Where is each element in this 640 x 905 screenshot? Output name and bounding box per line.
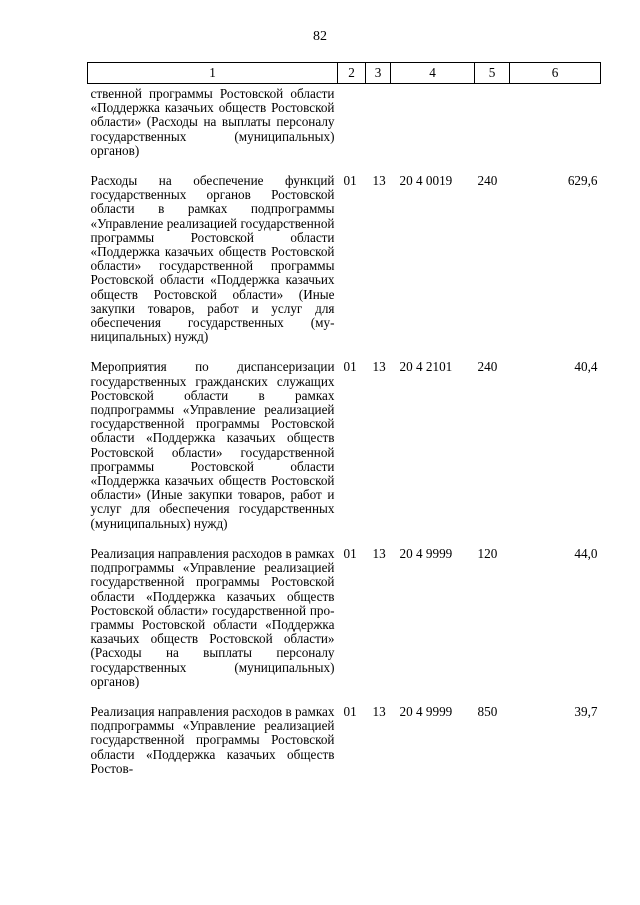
header-col-3: 3 (366, 63, 391, 84)
row-description: Мероприятия по диспансеризации государственных гражданских служащих Ростовской области в рамках подпрограммы «Управление реализацией государственной программы Ростовской области «Поддержка казачьих обществ Ростовской области» государственной программы Ростовской области «Поддержка казачьих обществ Ростовской области» (Иные закупки товаров, работ и услуг для обеспечения государственных (муниципальных) нужд) (90, 359, 335, 531)
row-amount: 44,0 (574, 545, 598, 561)
row-col4 (391, 84, 475, 172)
header-col-5: 5 (475, 63, 510, 84)
page-number: 82 (313, 29, 327, 44)
row-col2: 01 (343, 359, 357, 375)
table-row (88, 702, 601, 789)
table-row (88, 544, 601, 702)
row-description: Реализация направления расходов в рамках подпрограммы «Управление реализацией государственной программы Ростовской области «Поддержка казачьих обществ Ростов- (90, 703, 335, 776)
header-row (88, 63, 601, 84)
row-col3: 13 (372, 703, 386, 719)
row-col5: 120 (477, 545, 498, 561)
row-amount (510, 84, 601, 172)
header-col-4: 4 (391, 63, 475, 84)
row-amount: 39,7 (574, 703, 598, 719)
header-col-1: 1 (88, 63, 338, 84)
row-col2: 01 (343, 173, 357, 189)
row-col3: 13 (372, 359, 386, 375)
row-col2: 01 (343, 703, 357, 719)
row-col5 (475, 84, 510, 172)
row-col5: 240 (477, 173, 498, 189)
header-col-2: 2 (338, 63, 366, 84)
table-row (88, 171, 601, 357)
budget-table (87, 62, 601, 789)
table-row (88, 357, 601, 543)
table-row (88, 84, 601, 172)
row-col3 (366, 84, 391, 172)
header-col-6: 6 (510, 63, 601, 84)
row-description: Реализация направления расходов в рамках подпрограммы «Управление реализацией государственной программы Ростовской области «Поддержка казачьих обществ Ростовской области» государственной программы Ростовской области «Поддержка казачьих обществ Ростовской области» (Расходы на выплаты персоналу государственных (муниципальных) органов) (90, 545, 335, 689)
row-col3: 13 (372, 173, 386, 189)
row-amount: 40,4 (574, 359, 598, 375)
row-col5: 240 (477, 359, 498, 375)
row-amount: 629,6 (567, 173, 598, 189)
row-description: Расходы на обеспечение функций государственных органов Ростовской области в рамках подпрограммы «Управление реализацией государственной программы Ростовской области «Поддержка казачьих обществ Ростовской области» государственной программы Ростовской области «Поддержка казачьих обществ Ростовской области» (Иные закупки товаров, работ и услуг для обеспечения государственных (муниципальных) нужд) (90, 173, 335, 345)
row-col4: 20 4 2101 (399, 359, 453, 375)
row-description: ственной программы Ростовской области «Поддержка казачьих обществ Ростовской области» (Расходы на выплаты персоналу государственных (муниципальных) органов) (90, 86, 335, 158)
row-col4: 20 4 9999 (399, 545, 453, 561)
row-col4: 20 4 0019 (399, 173, 453, 189)
row-col2: 01 (343, 545, 357, 561)
row-col5: 850 (477, 703, 498, 719)
row-col3: 13 (372, 545, 386, 561)
row-col4: 20 4 9999 (399, 703, 453, 719)
row-col2 (338, 84, 366, 172)
